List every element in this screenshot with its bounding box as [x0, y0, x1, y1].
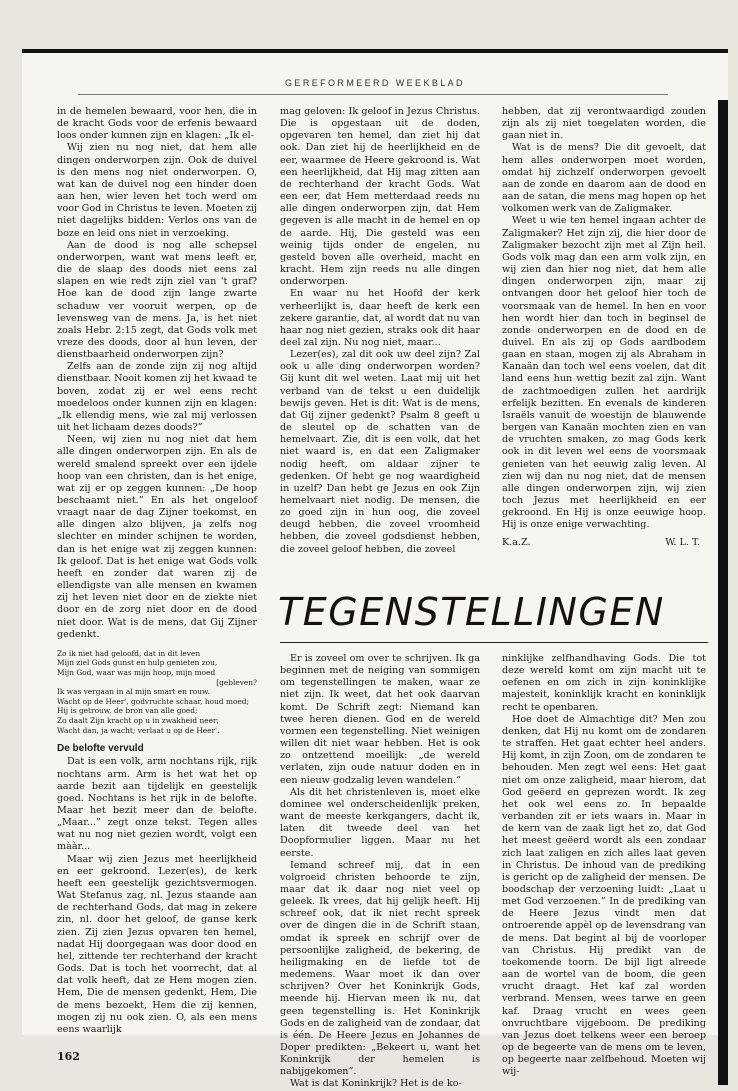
column-3 [502, 106, 706, 564]
poem-line: Mijn God, waar was mijn hoop, mijn moed [57, 668, 216, 678]
paragraph: Neen, wij zien nu nog niet dat hem alle dingen onderworpen zijn. En als de wereld smalend spreekt over een ijdele hoop van een christen, dan is het enige, wat zij er op zeggen kunnen: „De hoop beschaamt niet.” En als het ongeloof vraagt naar de dag Zijner toekomst, en alle dingen alzo blijven, ja zelfs nog slechter en minder schijnen te worden, dan is het enige wat zij zeggen kunnen: Ik geloof. Dat is het enige wat Gods volk heeft en zonder dat waren zij de ellendigste van alle mensen en kwamen zij het leven niet door en de ziekte niet door en de zorg niet door en de dood niet door. Wat is de mens, dat Gij Zijner gedenkt. [57, 434, 257, 640]
paragraph: Wat is de mens? Die dit gevoelt, dat hem alles onderworpen moet worden, omdat hij zichzelf onderworpen gevoelt aan de zonde en daarom aan de dood en aan de satan, die mens mag hopen op het volkomen werk van de Zaligmaker. [502, 142, 706, 215]
poem-line: Hij is getrouw, de bron van alle goed; [57, 706, 198, 716]
scan-edge [718, 100, 728, 1085]
paragraph: Weet u wie ten hemel ingaan achter de Zaligmaker? Het zijn zij, die hier door de Zaligmaker bezocht zijn met al Zijn heil. Gods volk mag dan een arm volk zijn, en wij zien dan hier nog niet, dat hem alle dingen onderworpen zijn, maar zij ontvangen door het geloof hier toch de voorsmaak van de hemel. In hen en voor hen wordt hier dan toch in beginsel de zonde onderworpen en de dood en de duivel. En als zij op Gods aardbodem gaan en staan, mogen zij als Abraham in Kanaän dan toch wel eens voelen, dat dit land eens hun wettig bezit zal zijn. Want de zachtmoedigen zullen het aardrijk erfelijk bezitten. En evenals de kinderen Israëls vanuit de woestijn de blauwende bergen van Kanaän mochten zien en van de vruchten smaken, zo mag Gods kerk ook in dit leven wel eens de voorsmaak genieten van het eeuwig zalig leven. Al zien wij dan nu nog niet, dat de mensen alle dingen onderworpen zijn, wij zien toch Jezus met heerlijkheid en eer gekroond. En Hij is onze eeuwige hoop. Hij is onze enige verwachting. [502, 215, 706, 531]
paragraph: Zelfs aan de zonde zijn zij nog altijd dienstbaar. Nooit komen zij het kwaad te boven, zodat zij er wel eens recht moedeloos onder kunnen zijn en klagen: „Ik ellendig mens, wie zal mij verlossen uit het lichaam dezes doods?” [57, 361, 257, 434]
top-border [22, 49, 728, 53]
column-4 [280, 653, 480, 1090]
paragraph: Iemand schreef mij, dat in een volgroeid christen behoorde te zijn, maar dat ik daar nog niet veel op geleek. Ik vrees, dat hij gelijk heeft. Hij schreef ook, dat ik niet recht spreek over de dingen die in de Schrift staan, omdat ik spreek en schrijf over de persoonlijke zaligheid, de bekering, de heiligmaking en de liefde tot de medemens. Waar moet ik dan over schrijven? Over het Koninkrijk Gods, meende hij. Hiervan meen ik nu, dat geen tegenstelling is. Het Koninkrijk Gods en de zaligheid van de zondaar, dat is één. De Heere Jezus en Johannes de Doper predikten: „Bekeert u, want het Koninkrijk der hemelen is nabijgekomen”. [280, 859, 480, 1078]
paragraph: Wat is dat Koninkrijk? Het is de ko- [290, 1078, 462, 1090]
poem-line: [gebleven? [216, 677, 257, 687]
paragraph: Lezer(es), zal dit ook uw deel zijn? Zal ook u alle ding onderworpen worden? Gij kunt dit wel weten. Laat mij uit het verband van de tekst u een duidelijk bewijs geven. Het is dit: Wat is de mens, dat Gij zijner gedenkt? Psalm 8 geeft u de sleutel op de schatten van de hemelvaart. Zie, dit is een volk, dat het niet waard is, en dat een Zaligmaker nodig heeft, om aldaar zijner te gedenken. Of hebt ge nog waardigheid in uzelf? Dan hebt ge Jezus en ook Zijn hemelvaart niet nodig. De mensen, die zo goed zijn in hun oog, die zoveel deugd hebben, die zoveel vroomheid hebben, die zoveel godsdienst hebben, die zoveel geloof hebben, die zoveel [280, 349, 480, 555]
paragraph: Maar wij zien Jezus met heerlijkheid en eer gekroond. Lezer(es), de kerk heeft een geestelijk gezichtsvermogen. Wat Stefanus zag, nl. Jezus staande aan de rechterhand Gods, dat mag in zekere zin, nl. door het geloof, de ganse kerk zien. Zij zien Jezus opvaren ten hemel, nadat Hij doorgegaan was door dood en hel, zittende ter rechterhand der kracht Gods. Dat is toch het voorrecht, dat al dat volk heeft, dat ze Hem mogen zien. Hem, Die de mensen gedenkt, Hem, Die de mens bezoekt, Hem die zij kennen, mogen zij nu ook zien. O, als een mens eens waarlijk [57, 853, 257, 1035]
paragraph: hebben, dat zij verontwaardigd zouden zijn als zij niet toegelaten worden, die gaan niet in. [502, 106, 706, 142]
signature-left: K.a.Z. [502, 537, 531, 549]
poem-line: Wacht dan, ja wacht; verlaat u op de Heer'. [57, 725, 220, 735]
paragraph: Aan de dood is nog alle schepsel onderworpen, want wat mens leeft er, die de slaap des doods niet eens zal slapen en wie redt zijn ziel van 't graf? Hoe kan de dood zijn lange zwarte schaduw ver vooruit werpen, op de levensweg van de mens. Ja, is het niet zoals Hebr. 2:15 zegt, dat Gods volk met vreze des doods, door al hun leven, der dienstbaarheid onderworpen zijn? [57, 239, 257, 361]
paragraph: Als dit het christenleven is, moet elke dominee wel onderscheidenlijk preken, want de meeste kerkgangers, dacht ik, laten dit tweede deel van het Doopformulier liggen. Maar nu het eerste. [280, 786, 480, 859]
signature-line [502, 537, 706, 549]
paragraph: in de hemelen bewaard, voor hen, die in de kracht Gods voor de erfenis bewaard loos onder kunnen zijn en klagen: „Ik el- [57, 106, 257, 142]
running-header: GEREFORMEERD WEEKBLAD [285, 78, 465, 88]
paragraph: Dat is een volk, arm nochtans rijk, rijk nochtans arm. Arm is het wat het op aarde bezit aan tijdelijk en geestelijk goed. Nochtans is het rijk in de belofte. Maar het bezit meer dan de belofte. „Maar...” zegt onze tekst. Tegen alles wat nu nog niet gezien wordt, volgt een mààr... [57, 756, 257, 853]
poem-line: Mijn ziel Gods gunst en hulp genieten zou, [57, 658, 218, 668]
page-number: 162 [57, 1050, 80, 1063]
page [22, 50, 728, 1090]
section-heading: De belofte vervuld [57, 743, 144, 755]
poem-line: Wacht op de Heer', godvruchte schaar, houd moed; [57, 696, 250, 706]
paragraph: Hoe doet de Almachtige dit? Men zou denken, dat Hij nu komt om de zondaren te straffen. Het gaat echter heel anders. Hij komt, in zijn Zoon, om de zondaren te behouden. Men zegt wel eens: Het gaat niet om onze zaligheid, maar hierom, dat God geëerd en geprezen wordt. Ik zeg het ook wel eens zo. In bepaalde verbanden zit er iets waars in. Maar in de kern van de zaak ligt het zo, dat God het meest geëerd wordt als een zondaar zich laat zaligen en zich alles laat geven in Christus. De inhoud van de prediking is gericht op de zaligheid der mensen. De boodschap der verzoening luidt: „Laat u met God verzoenen.” In de prediking van de Heere Jezus vindt men dat ontroerende appèl op de levensdrang van de mens. Dat begint al bij de voorloper van Christus. Hij predikt van de toekomende toorn. De bijl ligt alreede aan de wortel van de boom, die geen vrucht draagt. Het kaf zal worden verbrand. Mensen, wees tarwe en geen kaf. Draag vrucht en wees geen onvruchtbare vijgeboom. De prediking van Jezus doet telkens weer een beroep op de begeerte van de mens om te leven, op begeerte naar zelfbehoud. Moeten wij wij- [502, 713, 706, 1078]
psalm-verse [57, 649, 257, 735]
column-1 [57, 106, 257, 1035]
signature-right: W. L. T. [665, 537, 700, 549]
paragraph: En waar nu het Hoofd der kerk verheerlijkt is, daar heeft de kerk een zekere garantie, dat, al wordt dat nu van haar nog niet gezien, straks ook dit haar deel zal zijn. Nu nog niet, maar... [280, 288, 480, 348]
paragraph: Er is zoveel om over te schrijven. Ik ga beginnen met de neiging van sommigen om tegenstellingen te maken, waar ze niet zijn. Ik weet, dat het ook daarvan komt. De Schrift zegt: Niemand kan twee heren dienen. God en de wereld vormen een tegenstelling. Niet weinigen willen dit niet waar hebben. Het is ook zo ontzettend moeilijk: „de wereld verlaten, zijn oude natuur doden en in een nieuw godzalig leven wandelen.” [280, 653, 480, 786]
title-divider [280, 642, 708, 643]
header-divider [78, 94, 668, 95]
column-5 [502, 653, 706, 1078]
article-title: TEGENSTELLINGEN [278, 590, 665, 634]
paragraph: ninklijke zelfhandhaving Gods. Die tot deze wereld komt om zijn macht uit te oefenen en om zich in zijn koninklijke majesteit, koninklijk kracht en koninklijk recht te openbaren. [502, 653, 706, 713]
poem-line: Zo ik niet had geloofd, dat in dit leven [57, 648, 201, 658]
poem-line: Ik was vergaan in al mijn smart en rouw. [57, 687, 210, 697]
poem-line: Zo daalt Zijn kracht op u in zwakheid neer; [57, 716, 220, 726]
paragraph: Wij zien nu nog niet, dat hem alle dingen onderworpen zijn. Ook de duivel is den mens nog niet onderworpen. O, wat kan de duivel nog een hinder doen aan hen, wier leven het toch werd om voor God in Christus te leven. Moeten zij niet dagelijks bidden: Verlos ons van de boze en leid ons niet in verzoeking. [57, 142, 257, 239]
paragraph: mag geloven: Ik geloof in Jezus Christus. Die is opgestaan uit de doden, opgevaren ten hemel, dan ziet hij dat ook. Dan ziet hij de heerlijkheid en de eer, waarmee de Heere gekroond is. Wat een heerlijkheid, dat Hij mag zitten aan de rechterhand der kracht Gods. Wat een eer, dat Hem metterdaad reeds nu alle dingen onderworpen zijn, dat Hem gegeven is alle macht in de hemel en op de aarde. Hij, Die gesteld was een weinig tijds onder de engelen, nu gesteld boven alle overheid, macht en kracht. Hem zijn reeds nu alle dingen onderworpen. [280, 106, 480, 288]
column-2 [280, 106, 480, 564]
